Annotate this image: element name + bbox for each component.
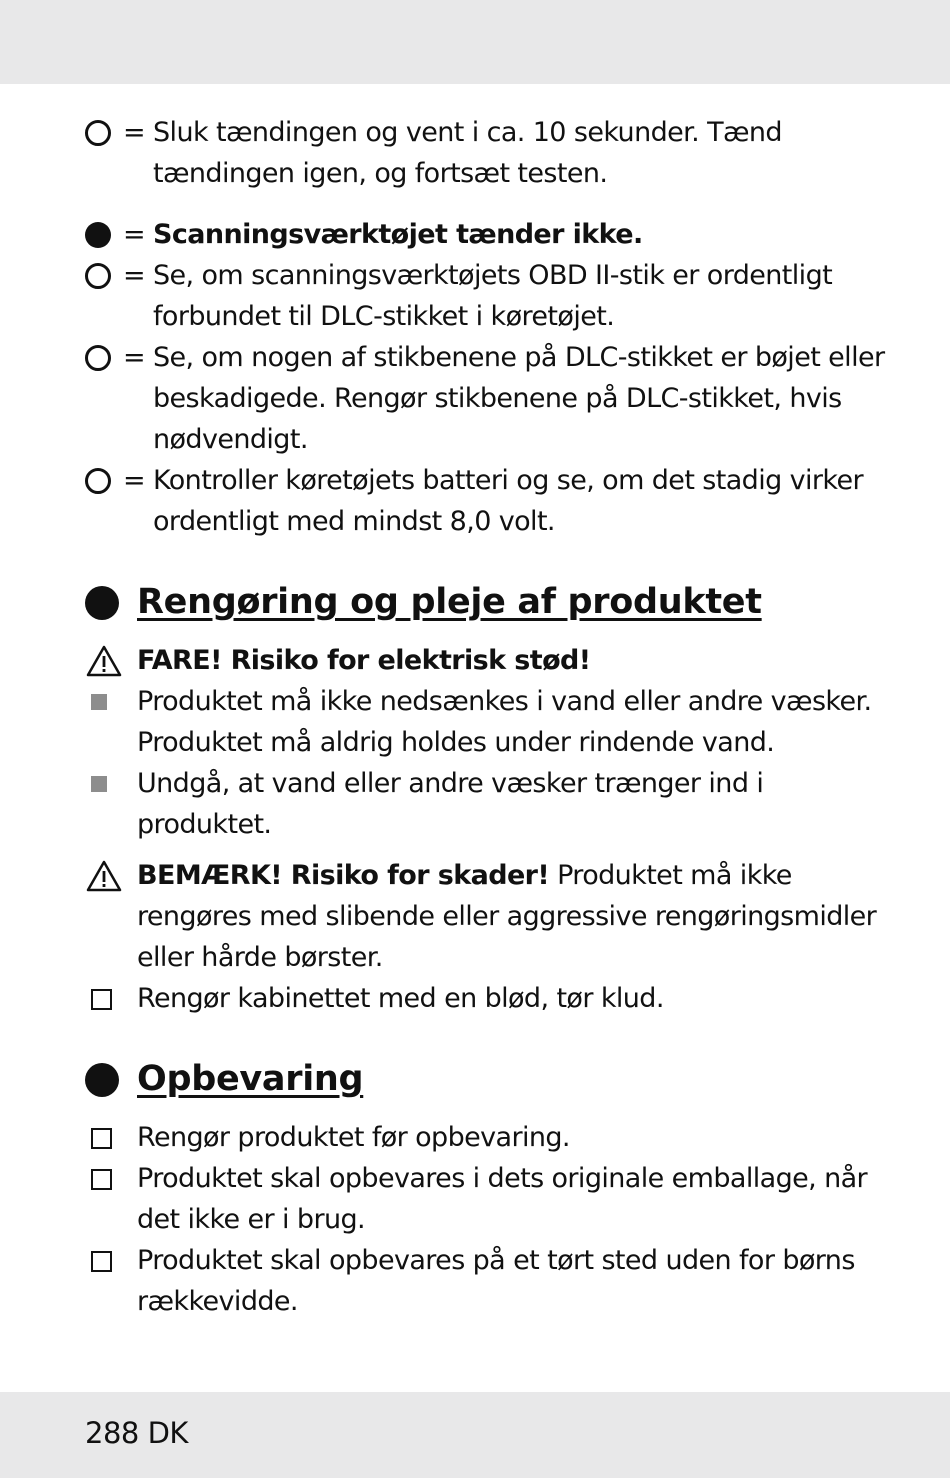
notice-heading: BEMÆRK! Risiko for skader! (137, 860, 550, 891)
square-bullet-icon (91, 694, 107, 710)
equals-sign: = (123, 342, 146, 373)
hollow-circle-icon (85, 468, 111, 494)
warning-triangle-icon (85, 859, 123, 893)
troubleshooting-solution (85, 112, 885, 194)
notice-text: Produktet må ikke rengøres med slibende eller aggressive rengøringsmidler eller hårde børster. (137, 860, 877, 973)
solution-text: Se, om scanningsværktøjets OBD II-stik er ordentligt forbundet til DLC-stikket i køretøjet. (153, 260, 833, 332)
equals-sign: = (123, 465, 146, 496)
list-item-text: Produktet må ikke nedsænkes i vand eller andre væsker. Produktet må aldrig holdes under rindende vand. (137, 686, 872, 758)
troubleshooting-problem (85, 214, 885, 255)
list-item (85, 763, 885, 845)
step-text: Rengør produktet før opbevaring. (137, 1122, 570, 1153)
header-band (0, 0, 950, 84)
hollow-circle-icon (85, 345, 111, 371)
troubleshooting-solution (85, 460, 885, 542)
checkbox-square-icon (91, 1128, 112, 1149)
troubleshooting-solution (85, 337, 885, 460)
equals-sign: = (123, 219, 146, 250)
checkbox-square-icon (91, 1251, 112, 1272)
step-text: Produktet skal opbevares på et tørt sted uden for børns rækkevidde. (137, 1245, 855, 1317)
instruction-step (85, 1158, 885, 1240)
danger-warning (85, 640, 885, 681)
solution-text: Sluk tændingen og vent i ca. 10 sekunder. Tænd tændingen igen, og fortsæt testen. (153, 117, 782, 189)
section-cleaning (85, 578, 885, 626)
hollow-circle-icon (85, 120, 111, 146)
solution-text: Kontroller køretøjets batteri og se, om det stadig virker ordentligt med mindst 8,0 volt. (153, 465, 864, 537)
section-title: Rengøring og pleje af produktet (137, 582, 762, 622)
section-bullet-icon (85, 1063, 119, 1097)
equals-sign: = (123, 260, 146, 291)
troubleshooting-solution (85, 255, 885, 337)
hollow-circle-icon (85, 263, 111, 289)
solution-text: Se, om nogen af stikbenene på DLC-stikket er bøjet eller beskadigede. Rengør stikbenene på DLC-stikket, hvis nødvendigt. (153, 342, 885, 455)
warning-heading: FARE! Risiko for elektrisk stød! (137, 645, 591, 676)
step-text: Rengør kabinettet med en blød, tør klud. (137, 983, 664, 1014)
step-text: Produktet skal opbevares i dets originale emballage, når det ikke er i brug. (137, 1163, 868, 1235)
list-item-text: Undgå, at vand eller andre væsker trænger ind i produktet. (137, 768, 764, 840)
checkbox-square-icon (91, 1169, 112, 1190)
warning-triangle-icon (85, 644, 123, 678)
section-title: Opbevaring (137, 1059, 364, 1099)
square-bullet-icon (91, 776, 107, 792)
instruction-step (85, 1240, 885, 1322)
filled-circle-icon (85, 222, 111, 248)
instruction-step (85, 978, 885, 1019)
section-storage (85, 1055, 885, 1103)
page-number: 288 DK (85, 1416, 188, 1450)
notice-warning (85, 855, 885, 978)
equals-sign: = (123, 117, 146, 148)
section-bullet-icon (85, 586, 119, 620)
checkbox-square-icon (91, 989, 112, 1010)
instruction-step (85, 1117, 885, 1158)
problem-text: Scanningsværktøjet tænder ikke. (153, 219, 643, 250)
page-content (85, 112, 885, 1322)
list-item (85, 681, 885, 763)
